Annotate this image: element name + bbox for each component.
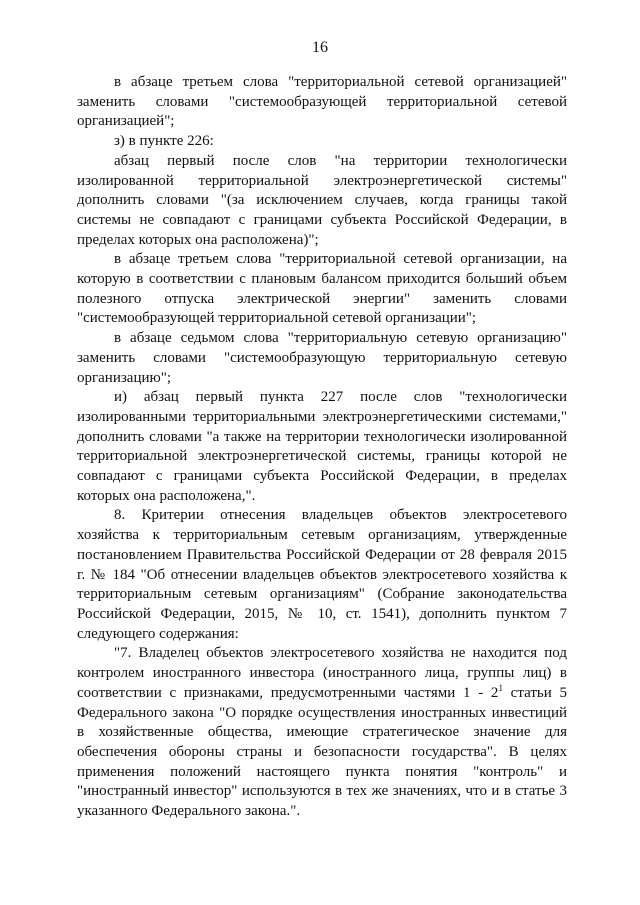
paragraph: 8. Критерии отнесения владельцев объектов электросетевого хозяйства к территориальным сетевым организациям, утвержденные постановлением Правительства Российской Федерации от 28 февраля 2015 г. № 184 "Об отнесении владельцев объектов электросетевого хозяйства к территориальным сетевым организациям" (Собрание законодательства Российской Федерации, 2015, № 10, ст. 1541), дополнить пунктом 7 следующего содержания: (77, 507, 567, 642)
paragraph: в абзаце третьем слова "территориальной сетевой организацией" заменить словами "системообразующей территориальной сетевой организацией"; (77, 74, 567, 130)
document-body (77, 73, 567, 822)
paragraph-text-end: статьи 5 Федерального закона "О порядке осуществления иностранных инвестиций в хозяйственные общества, имеющие стратегическое значение для обеспечения обороны страны и безопасности государства". В целях применения положений настоящего пункта понятия "контроль" и "иностранный инвестор" используются в тех же значениях, что и в статье 3 указанного Федерального закона.". (77, 684, 567, 820)
superscript: 1 (498, 682, 503, 693)
paragraph-text-start: "7. Владелец объектов электросетевого хозяйства не находится под контролем иностранного инвестора (иностранного лица, группы лиц) в соответствии с признаками, предусмотренными частями 1 - 2 (77, 645, 567, 701)
paragraph-new-point-7 (77, 644, 567, 821)
paragraph: в абзаце седьмом слова "территориальную сетевую организацию" заменить словами "системообразующую территориальную сетевую организацию"; (77, 330, 567, 386)
paragraph: в абзаце третьем слова "территориальной сетевой организации, на которую в соответствии с плановым балансом приходится больший объем полезного отпуска электрической энергии" заменить словами "системообразующей территориальной сетевой организации"; (77, 251, 567, 327)
paragraph: абзац первый после слов "на территории технологически изолированной территориальной электроэнергетической системы" дополнить словами "(за исключением случаев, когда границы такой системы не совпадают с границами субъекта Российской Федерации, в пределах которых она расположена)"; (77, 152, 567, 248)
paragraph: з) в пункте 226: (114, 133, 214, 150)
page-number: 16 (312, 39, 328, 56)
paragraph: и) абзац первый пункта 227 после слов "технологически изолированными территориальными электроэнергетическими системами," дополнить словами "а также на территории технологически изолированной территориальной электроэнергетической системы, границы которой не совпадают с границами субъекта Российской Федерации, в пределах которых она расположена,". (77, 389, 567, 504)
